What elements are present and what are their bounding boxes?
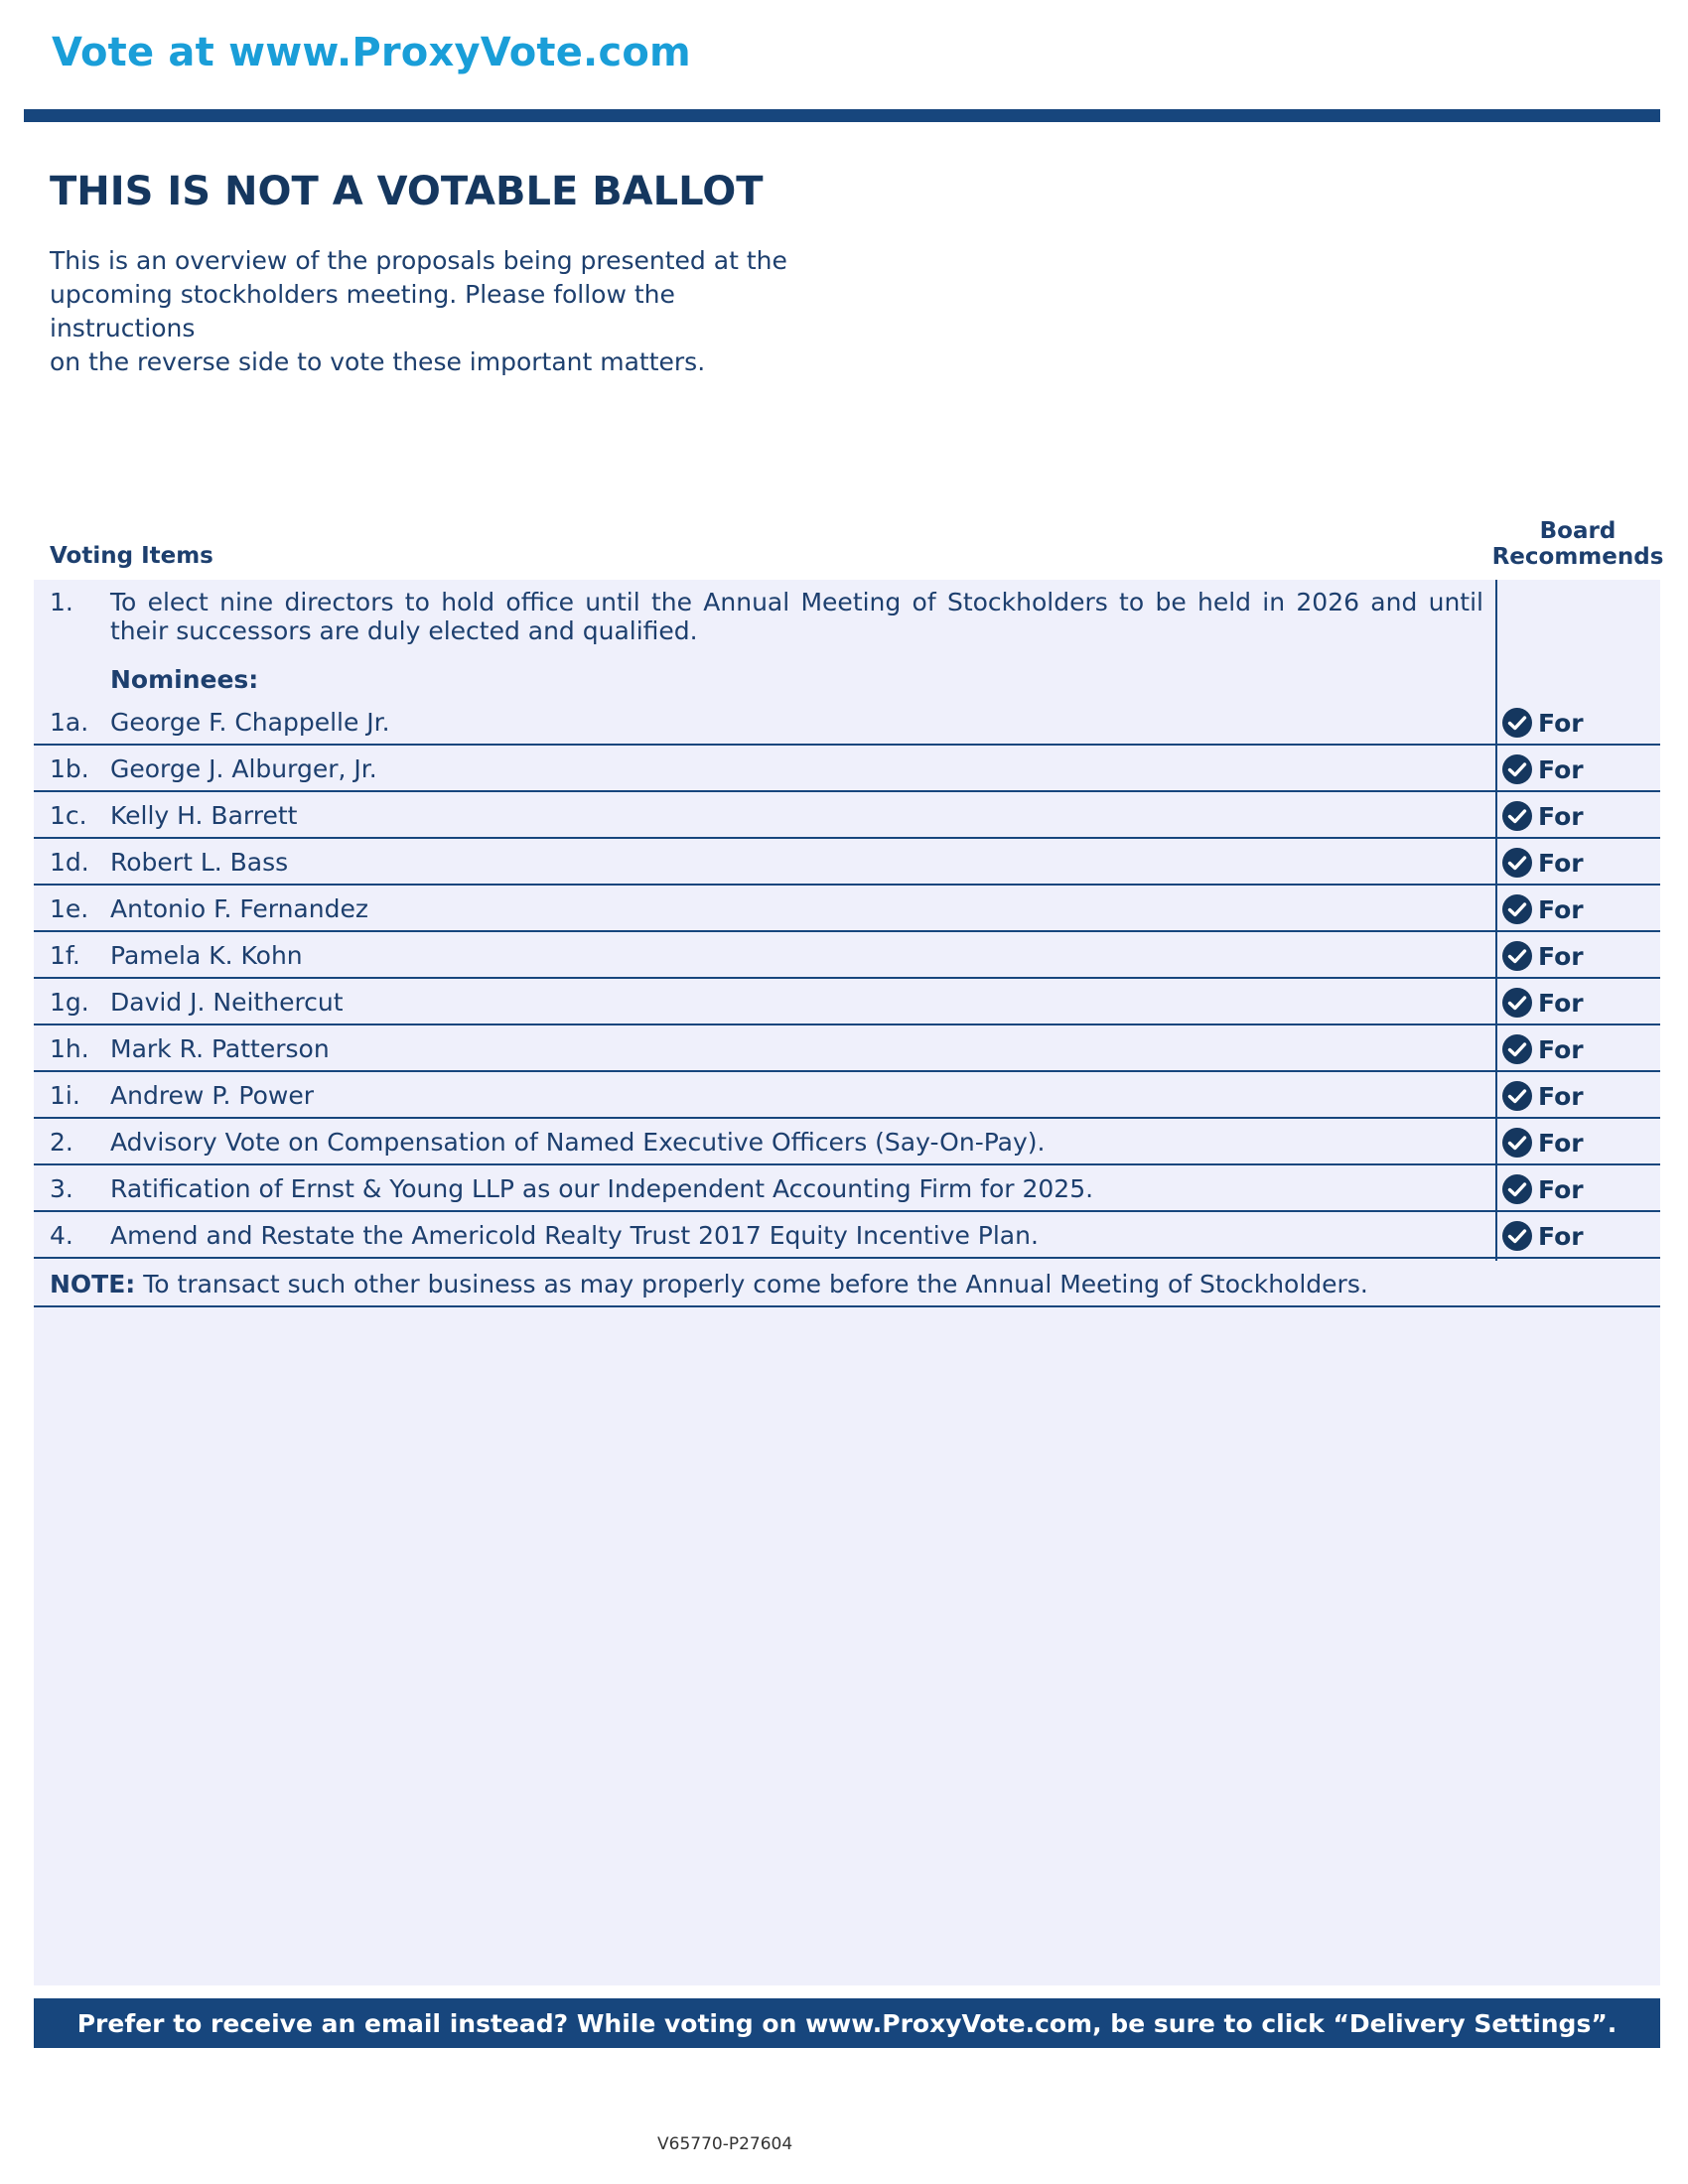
board-recommendation [1501, 1033, 1584, 1065]
voting-items-header: Voting Items [50, 543, 213, 569]
page-title: THIS IS NOT A VOTABLE BALLOT [50, 169, 764, 214]
checkmark-circle-icon [1501, 1173, 1533, 1205]
item-number: 1f. [50, 941, 80, 970]
board-recommendation [1501, 1127, 1584, 1159]
recommendation-label: For [1538, 848, 1584, 878]
voting-item-row [34, 792, 1660, 839]
item-text: Kelly H. Barrett [110, 801, 298, 830]
item-text: Amend and Restate the Americold Realty Trust 2017 Equity Incentive Plan. [110, 1221, 1039, 1250]
item-number: 1g. [50, 988, 89, 1017]
intro-line: on the reverse side to vote these important matters. [50, 347, 706, 376]
checkmark-circle-icon [1501, 800, 1533, 832]
voting-item-row [34, 746, 1660, 792]
recommendation-label: For [1538, 988, 1584, 1018]
voting-item-row [34, 1025, 1660, 1072]
item-number: 2. [50, 1128, 73, 1157]
intro-line: upcoming stockholders meeting. Please follow the instructions [50, 280, 675, 342]
item-number: 1c. [50, 801, 87, 830]
voting-item-row [34, 979, 1660, 1025]
board-recommends-line: Board [1539, 518, 1617, 544]
recommendation-label: For [1538, 894, 1584, 924]
checkmark-circle-icon [1501, 707, 1533, 739]
board-recommendation [1501, 1173, 1584, 1205]
item-text: George J. Alburger, Jr. [110, 754, 377, 783]
checkmark-circle-icon [1501, 753, 1533, 785]
item-number: 1b. [50, 754, 89, 783]
recommendation-label: For [1538, 1221, 1584, 1251]
board-recommendation [1501, 753, 1584, 785]
note-body: To transact such other business as may properly come before the Annual Meeting of Stockholders. [135, 1270, 1368, 1298]
item-text: Pamela K. Kohn [110, 941, 303, 970]
board-recommendation [1501, 800, 1584, 832]
voting-item-row [34, 1072, 1660, 1119]
voting-item-row [34, 932, 1660, 979]
board-recommendation [1501, 1080, 1584, 1112]
item-text: David J. Neithercut [110, 988, 344, 1017]
recommendation-label: For [1538, 1174, 1584, 1204]
board-recommendation [1501, 1220, 1584, 1252]
intro-paragraph [50, 244, 804, 379]
note-text [50, 1270, 1368, 1298]
item-number: 1h. [50, 1034, 89, 1063]
item-text: To elect nine directors to hold office until the Annual Meeting of Stockholders to be held in 2026 and until their successors are duly elected and qualified. [110, 588, 1483, 645]
board-recommends-line: Recommends [1491, 544, 1664, 570]
voting-item-row [34, 699, 1660, 746]
voting-item-row [34, 839, 1660, 886]
nominees-label: Nominees: [110, 665, 259, 694]
banner-text: Prefer to receive an email instead? While voting on www.ProxyVote.com, be sure to click “Delivery Settings”. [76, 2008, 1618, 2038]
item-number: 1i. [50, 1081, 80, 1110]
checkmark-circle-icon [1501, 1127, 1533, 1159]
note-label: NOTE: [50, 1270, 136, 1298]
recommendation-label: For [1538, 1128, 1584, 1158]
item-number: 1d. [50, 848, 89, 877]
voting-item-row [34, 1212, 1660, 1259]
item-number: 1e. [50, 894, 89, 923]
recommendation-label: For [1538, 754, 1584, 784]
voting-item-row [34, 1165, 1660, 1212]
note-row [34, 1261, 1660, 1307]
voting-item-row [34, 886, 1660, 932]
item-number: 1. [50, 588, 73, 616]
item-text: Robert L. Bass [110, 848, 289, 877]
item-text: Ratification of Ernst & Young LLP as our Independent Accounting Firm for 2025. [110, 1174, 1094, 1203]
checkmark-circle-icon [1501, 847, 1533, 879]
header-divider [24, 109, 1660, 122]
checkmark-circle-icon [1501, 1033, 1533, 1065]
item-number: 1a. [50, 708, 89, 737]
item-text: George F. Chappelle Jr. [110, 708, 390, 737]
board-recommendation [1501, 987, 1584, 1019]
recommendation-label: For [1538, 1081, 1584, 1111]
vote-link[interactable]: Vote at www.ProxyVote.com [52, 30, 691, 75]
item-text: Advisory Vote on Compensation of Named Executive Officers (Say-On-Pay). [110, 1128, 1046, 1157]
delivery-settings-banner [34, 1998, 1660, 2048]
checkmark-circle-icon [1501, 1080, 1533, 1112]
item-number: 3. [50, 1174, 73, 1203]
item-text: Mark R. Patterson [110, 1034, 330, 1063]
item-text: Antonio F. Fernandez [110, 894, 368, 923]
checkmark-circle-icon [1501, 893, 1533, 925]
proposal-1 [34, 588, 1483, 645]
checkmark-circle-icon [1501, 940, 1533, 972]
voting-item-row [34, 1119, 1660, 1165]
checkmark-circle-icon [1501, 987, 1533, 1019]
item-number: 4. [50, 1221, 73, 1250]
board-recommendation [1501, 847, 1584, 879]
recommendation-label: For [1538, 1034, 1584, 1064]
recommendation-label: For [1538, 708, 1584, 738]
intro-line: This is an overview of the proposals being presented at the [50, 246, 787, 275]
recommendation-label: For [1538, 801, 1584, 831]
checkmark-circle-icon [1501, 1220, 1533, 1252]
job-code: V65770-P27604 [657, 2134, 793, 2154]
board-recommendation [1501, 893, 1584, 925]
item-text: Andrew P. Power [110, 1081, 314, 1110]
board-recommendation [1501, 707, 1584, 739]
board-recommendation [1501, 940, 1584, 972]
board-recommends-header [1483, 518, 1672, 570]
recommendation-label: For [1538, 941, 1584, 971]
